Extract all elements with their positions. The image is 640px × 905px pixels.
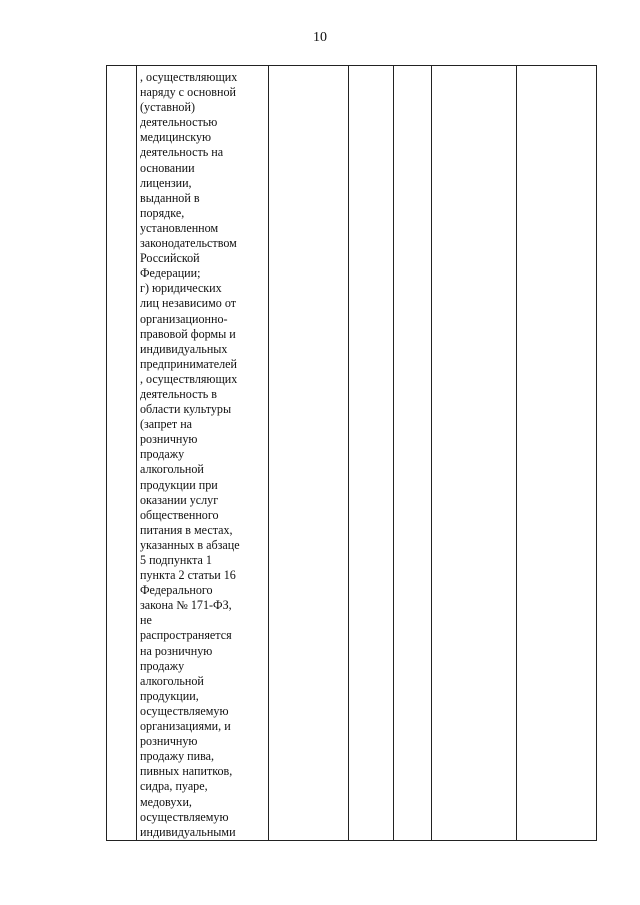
empty-cell xyxy=(432,66,517,841)
text-line: общественного xyxy=(140,507,219,522)
text-line: продажу xyxy=(140,447,185,462)
text-line: не xyxy=(140,613,152,628)
text-line: медовухи, xyxy=(140,794,192,809)
text-line: выданной в xyxy=(140,190,200,205)
text-line: розничную xyxy=(140,734,198,749)
text-line: на розничную xyxy=(140,643,213,658)
text-line: продукции, xyxy=(140,688,199,703)
text-line: розничную xyxy=(140,432,198,447)
text-line: оказании услуг xyxy=(140,492,219,507)
text-line: индивидуальными xyxy=(140,824,236,839)
text-line: питания в местах, xyxy=(140,522,233,537)
text-line: основании xyxy=(140,160,195,175)
text-line: наряду с основной xyxy=(140,85,237,100)
text-line: осуществляемую xyxy=(140,703,229,718)
description-cell xyxy=(137,66,269,841)
text-line: указанных в абзаце xyxy=(140,537,240,552)
text-line: алкогольной xyxy=(140,462,204,477)
text-line: сидра, пуаре, xyxy=(140,779,208,794)
text-line: установленном xyxy=(140,220,219,235)
description-text xyxy=(137,66,268,840)
regulation-table xyxy=(106,65,597,841)
text-line: Федерального xyxy=(140,583,213,598)
text-line: деятельностью xyxy=(140,115,218,130)
text-line: алкогольной xyxy=(140,673,204,688)
empty-cell xyxy=(394,66,432,841)
text-line: (запрет на xyxy=(140,417,193,432)
text-line: Российской xyxy=(140,251,200,266)
empty-cell xyxy=(269,66,349,841)
text-line: медицинскую xyxy=(140,130,212,145)
text-line: деятельность на xyxy=(140,145,224,160)
text-line: осуществляемую xyxy=(140,809,229,824)
text-line: , осуществляющих xyxy=(140,371,238,386)
text-line: индивидуальных xyxy=(140,341,228,356)
text-line: продажу xyxy=(140,658,185,673)
text-line: лицензии, xyxy=(140,175,192,190)
text-line: , осуществляющих xyxy=(140,70,238,84)
empty-cell xyxy=(349,66,394,841)
row-number-cell xyxy=(107,66,137,841)
text-line: 5 подпункта 1 xyxy=(140,553,212,567)
text-line: порядке, xyxy=(140,205,185,220)
text-line: пивных напитков, xyxy=(140,764,233,779)
text-line: г) юридических xyxy=(140,281,222,296)
empty-cell xyxy=(517,66,597,841)
text-line: распространяется xyxy=(140,628,232,643)
text-line: пункта 2 статьи 16 xyxy=(140,568,236,583)
text-line: продажу пива, xyxy=(140,749,215,764)
text-line: организационно- xyxy=(140,311,228,326)
text-line: лиц независимо от xyxy=(140,296,237,311)
text-line: области культуры xyxy=(140,402,232,417)
text-line: продукции при xyxy=(140,477,218,492)
text-line: предпринимателей xyxy=(140,356,237,371)
text-line: закона № 171-ФЗ, xyxy=(140,598,232,613)
page-number: 10 xyxy=(313,30,327,45)
text-line: организациями, и xyxy=(140,719,231,734)
text-line: деятельность в xyxy=(140,386,218,401)
text-line: Федерации; xyxy=(140,266,201,281)
text-line: (уставной) xyxy=(140,100,195,115)
text-line: правовой формы и xyxy=(140,326,236,341)
text-line: законодательством xyxy=(140,236,237,251)
table-row xyxy=(107,66,597,841)
